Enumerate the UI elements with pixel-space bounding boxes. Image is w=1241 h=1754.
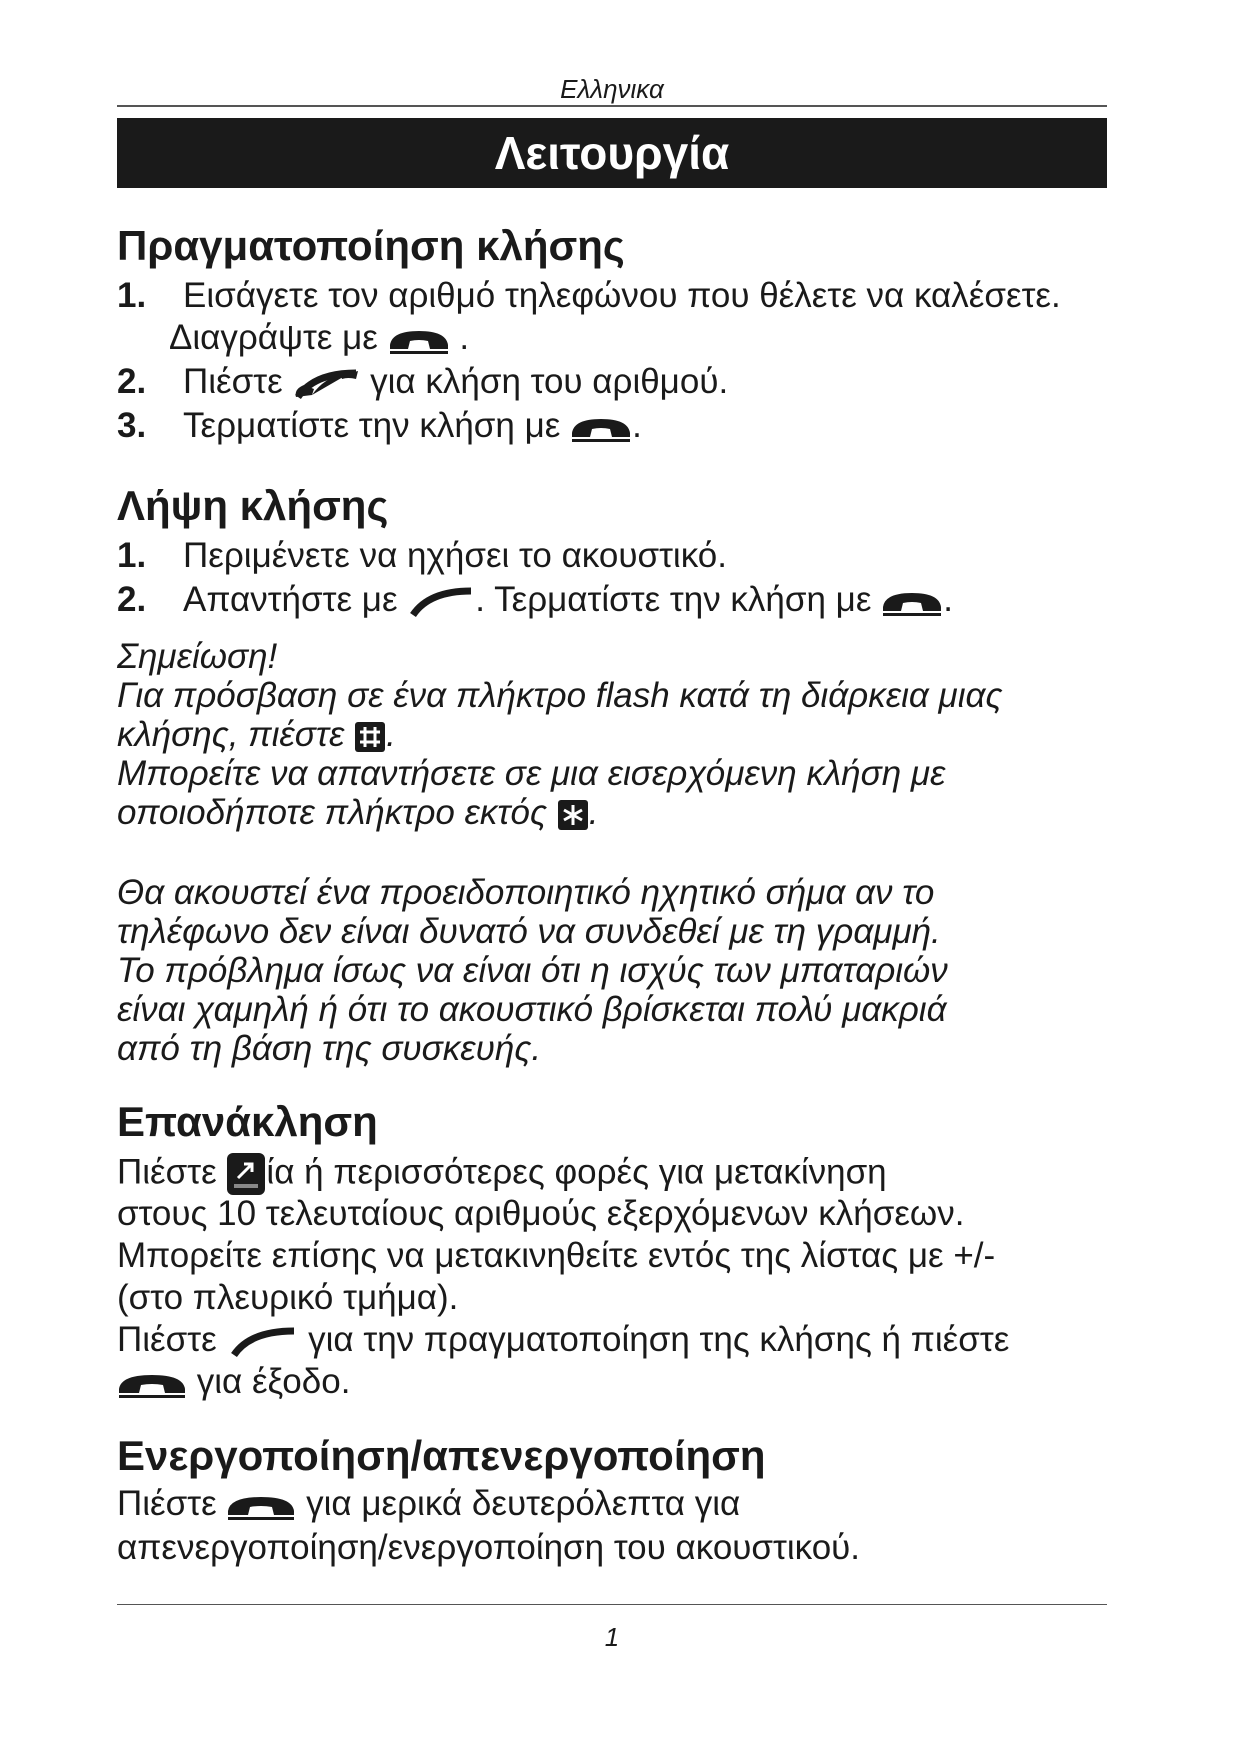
note-line: Θα ακουστεί ένα προειδοποιητικό ηχητικό σήμα αν το: [117, 873, 935, 912]
note-line: [117, 715, 396, 754]
step-text: .: [632, 406, 642, 445]
power-text: Πιέστε: [117, 1484, 217, 1523]
note-text: οποιοδήποτε πλήκτρο εκτός: [117, 793, 548, 832]
power-line: [117, 1484, 740, 1524]
step-text: Περιμένετε να ηχήσει το ακουστικό.: [183, 536, 727, 575]
redial-line: [117, 1362, 350, 1402]
redial-text: Πιέστε: [117, 1152, 217, 1192]
note-line: τηλέφωνο δεν είναι δυνατό να συνδεθεί με τη γραμμή.: [117, 912, 941, 951]
footer-rule: [117, 1604, 1107, 1605]
step-number: 1.: [117, 536, 147, 575]
step-text: . Τερματίστε την κλήση με: [475, 580, 872, 619]
redial-line: (στο πλευρικό τμήμα).: [117, 1278, 459, 1317]
end-call-icon: [226, 1491, 296, 1521]
end-call-icon: [881, 587, 943, 617]
note-text: .: [386, 715, 396, 754]
step-text: Τερματίστε την κλήση με: [183, 406, 561, 445]
star-key-icon: [557, 799, 589, 831]
redial-text: για την πραγματοποίηση της κλήσης ή πιέστε: [298, 1320, 1010, 1359]
redial-key-icon: [226, 1152, 266, 1196]
make-call-heading: Πραγματοποίηση κλήσης: [117, 222, 625, 269]
step-text: Διαγράψτε με: [169, 318, 378, 357]
note-text: .: [588, 793, 599, 832]
step-number: 1.: [117, 276, 147, 315]
step-text: Πιέστε: [183, 362, 283, 401]
language-header: Ελληνικα: [560, 74, 664, 104]
redial-text: ία ή περισσότερες φορές για μετακίνηση: [266, 1152, 887, 1192]
page-number: 1: [604, 1622, 620, 1652]
step-text: .: [943, 580, 953, 619]
note-line: είναι χαμηλή ή ότι το ακουστικό βρίσκεται πολύ μακριά: [117, 990, 947, 1029]
make-call-step-2: [117, 362, 728, 402]
step-text: Εισάγετε τον αριθμό τηλεφώνου που θέλετε να καλέσετε.: [183, 276, 1061, 315]
step-number: 3.: [117, 406, 147, 445]
page-title: Λειτουργία: [117, 118, 1107, 188]
redial-text: για έξοδο.: [187, 1362, 351, 1401]
end-call-icon: [117, 1369, 187, 1399]
call-icon: [226, 1325, 298, 1359]
receive-call-heading: Λήψη κλήσης: [117, 482, 389, 529]
power-line: απενεργοποίηση/ενεργοποίηση του ακουστικού.: [117, 1528, 861, 1567]
call-icon: [407, 585, 475, 619]
note-text: κλήσης, πιέστε: [117, 715, 345, 754]
redial-line: Μπορείτε επίσης να μετακινηθείτε εντός της λίστας με +/-: [117, 1236, 996, 1275]
header-rule: [117, 105, 1107, 107]
redial-line: στους 10 τελευταίους αριθμούς εξερχόμενων κλήσεων.: [117, 1194, 965, 1233]
note-line: [117, 793, 598, 832]
make-call-step-3: [117, 406, 642, 446]
note-line: Το πρόβλημα ίσως να είναι ότι η ισχύς των μπαταριών: [117, 951, 948, 990]
note-line: Για πρόσβαση σε ένα πλήκτρο flash κατά τη διάρκεια μιας: [117, 676, 1003, 715]
step-number: 2.: [117, 362, 147, 401]
end-call-icon: [388, 325, 450, 355]
hash-key-icon: [354, 721, 386, 753]
power-text: για μερικά δευτερόλεπτα για: [296, 1484, 741, 1523]
note-line: από τη βάση της συσκευής.: [117, 1029, 542, 1068]
redial-line: [117, 1320, 1009, 1360]
step-text: .: [459, 318, 470, 357]
note-line: Μπορείτε να απαντήσετε σε μια εισερχόμενη κλήση με: [117, 754, 946, 793]
redial-heading: Επανάκληση: [117, 1098, 378, 1145]
step-text: για κλήση του αριθμού.: [360, 362, 729, 401]
step-text: Απαντήστε με: [183, 580, 398, 619]
receive-call-step-2: [117, 580, 953, 620]
redial-text: Πιέστε: [117, 1320, 217, 1359]
end-call-icon: [570, 413, 632, 443]
call-icon: [292, 367, 360, 401]
receive-call-step-1: [117, 536, 727, 576]
note-title: Σημείωση!: [117, 637, 278, 676]
make-call-step-1-continued: [169, 318, 469, 358]
power-heading: Ενεργοποίηση/απενεργοποίηση: [117, 1432, 766, 1479]
redial-line: [117, 1152, 887, 1196]
make-call-step-1: [117, 276, 1061, 316]
step-number: 2.: [117, 580, 147, 619]
